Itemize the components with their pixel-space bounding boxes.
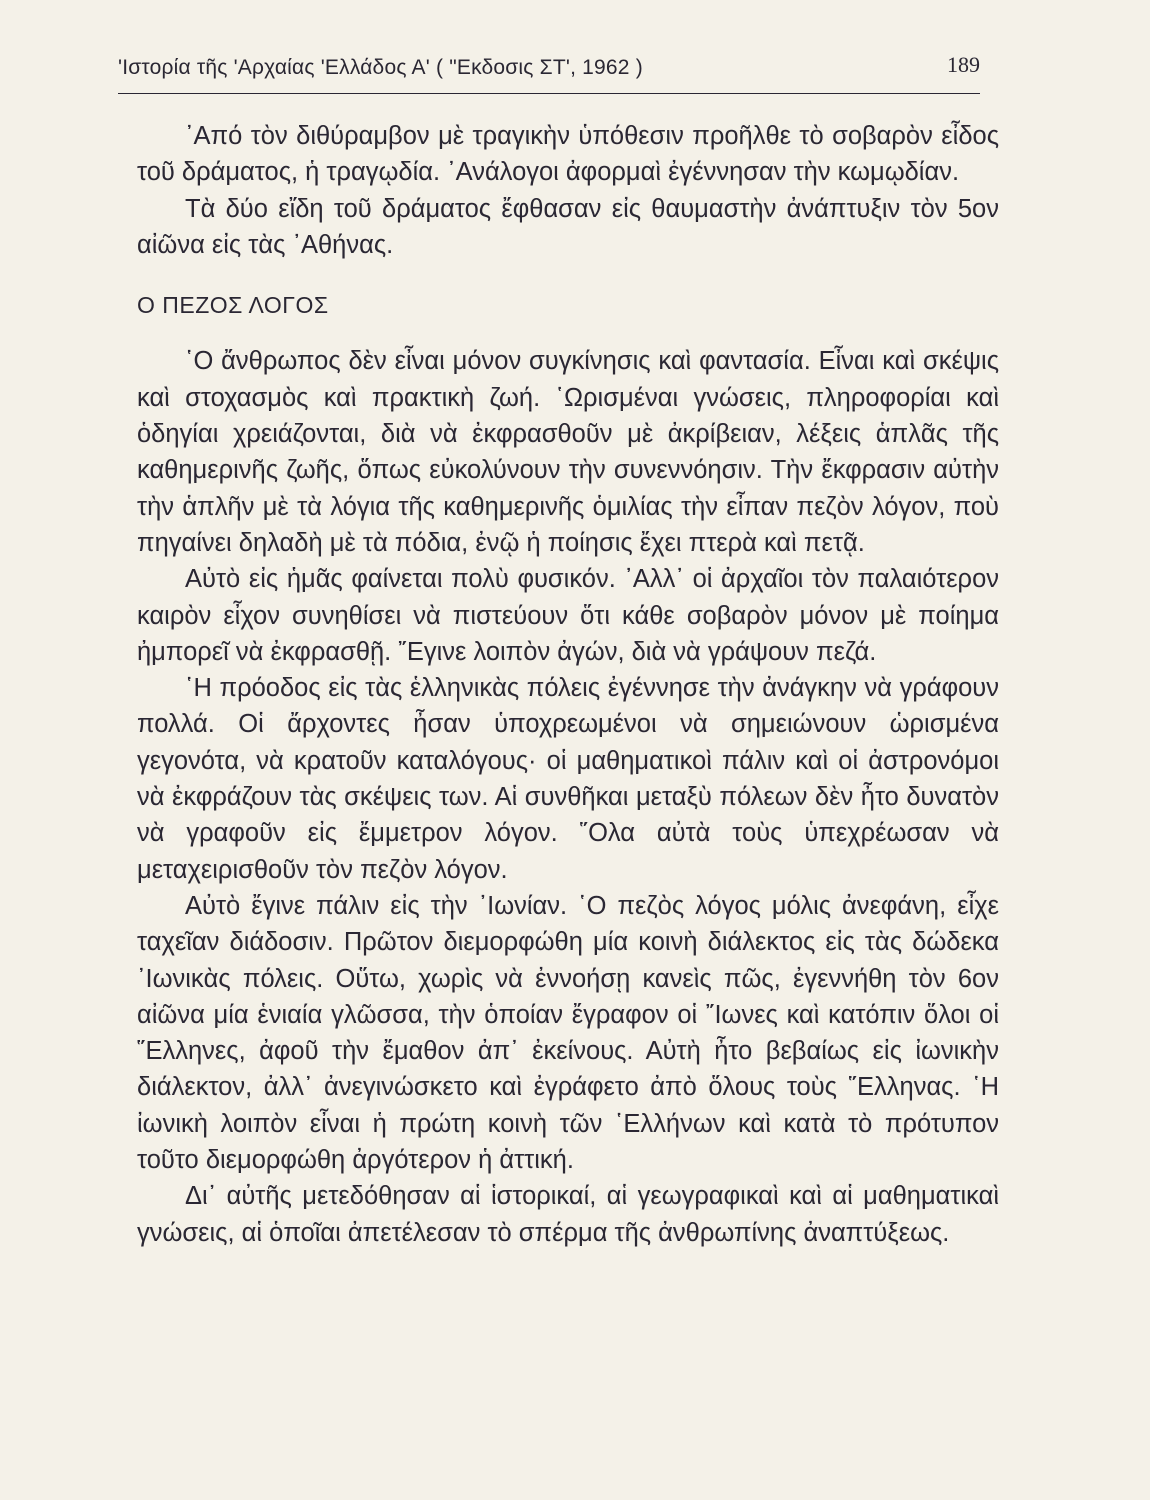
running-header [118, 52, 988, 92]
paragraph-1: ᾿Από τὸν διθύραμβον μὲ τραγικὴν ὑπόθεσιν προῆλθε τὸ σοβαρὸν εἶδος τοῦ δράματος, ἡ τραγῳδία. ᾿Ανάλογοι ἀφορμαὶ ἐγέννησαν τὴν κωμῳδίαν. [137, 122, 999, 187]
header-title: 'Ιστορία τῆς 'Αρχαίας 'Ελλάδος Α' ( "Εκδοσις ΣΤ', 1962 ) [118, 56, 643, 79]
header-rule [118, 93, 980, 94]
paragraph-3: ῾Ο ἄνθρωπος δὲν εἶναι μόνον συγκίνησις καὶ φαντασία. Εἶναι καὶ σκέψις καὶ στοχασμὸς καὶ πρακτικὴ ζωή. ῾Ωρισμέναι γνώσεις, πληροφορίαι καὶ ὁδηγίαι χρειάζονται, διὰ νὰ ἐκφρασθοῦν μὲ ἀκρίβειαν, λέξεις ἁπλᾶς τῆς καθημερινῆς ζωῆς, ὅπως εὐκολύνουν τὴν συνεννόησιν. Τὴν ἔκφρασιν αὐτὴν τὴν ἁπλῆν μὲ τὰ λόγια τῆς καθημερινῆς ὁμιλίας τὴν εἶπαν πεζὸν λόγον, ποὺ πηγαίνει δηλαδὴ μὲ τὰ πόδια, ἐνῷ ἡ ποίησις ἔχει πτερὰ καὶ πετᾷ. [137, 347, 999, 557]
paragraph-5: ῾Η πρόοδος εἰς τὰς ἑλληνικὰς πόλεις ἐγέννησε τὴν ἀνάγκην νὰ γράφουν πολλά. Οἱ ἄρχοντες ἦσαν ὑποχρεωμένοι νὰ σημειώνουν ὡρισμένα γεγονότα, νὰ κρατοῦν καταλόγους· οἱ μαθηματικοὶ πάλιν καὶ οἱ ἀστρονόμοι νὰ ἐκφράζουν τὰς σκέψεις των. Αἱ συνθῆκαι μεταξὺ πόλεων δὲν ἦτο δυνατὸν νὰ γραφοῦν εἰς ἔμμετρον λόγον. ῞Ολα αὐτὰ τοὺς ὑπεχρέωσαν νὰ μεταχειρισθοῦν τὸν πεζὸν λόγον. [137, 674, 999, 884]
main-text [137, 118, 999, 1251]
paragraph-7: Δι᾿ αὐτῆς μετεδόθησαν αἱ ἱστορικαί, αἱ γεωγραφικαὶ καὶ αἱ μαθηματικαὶ γνώσεις, αἱ ὁποῖαι ἀπετέλεσαν τὸ σπέρμα τῆς ἀνθρωπίνης ἀναπτύξεως. [137, 1182, 999, 1247]
paragraph-6: Αὐτὸ ἔγινε πάλιν εἰς τὴν ᾿Ιωνίαν. ῾Ο πεζὸς λόγος μόλις ἀνεφάνη, εἶχε ταχεῖαν διάδοσιν. Πρῶτον διεμορφώθη μία κοινὴ διάλεκτος εἰς τὰς δώδεκα ᾿Ιωνικὰς πόλεις. Οὕτω, χωρὶς νὰ ἐννοήσῃ κανεὶς πῶς, ἐγεννήθη τὸν 6ον αἰῶνα μία ἑνιαία γλῶσσα, τὴν ὁποίαν ἔγραφον οἱ ῎Ιωνες καὶ κατόπιν ὅλοι οἱ ῞Ελληνες, ἀφοῦ τὴν ἔμαθον ἀπ᾿ ἐκείνους. Αὐτὴ ἦτο βεβαίως εἰς ἰωνικὴν διάλεκτον, ἀλλ᾿ ἀνεγινώσκετο καὶ ἐγράφετο ἀπὸ ὅλους τοὺς ῞Ελληνας. ῾Η ἰωνικὴ λοιπὸν εἶναι ἡ πρώτη κοινὴ τῶν ῾Ελλήνων καὶ κατὰ τὸ πρότυπον τοῦτο διεμορφώθη ἀργότερον ἡ ἀττική. [137, 891, 999, 1175]
page-number: 189 [947, 52, 980, 77]
section-heading: Ο ΠΕΖΟΣ ΛΟΓΟΣ [137, 292, 329, 319]
paragraph-2: Τὰ δύο εἴδη τοῦ δράματος ἔφθασαν εἰς θαυμαστὴν ἀνάπτυξιν τὸν 5ον αἰῶνα εἰς τὰς ᾿Αθήνας. [137, 194, 999, 259]
paragraph-4: Αὐτὸ εἰς ἡμᾶς φαίνεται πολὺ φυσικόν. ᾿Αλλ᾿ οἱ ἀρχαῖοι τὸν παλαιότερον καιρὸν εἶχον συνηθίσει νὰ πιστεύουν ὅτι κάθε σοβαρὸν μόνον μὲ ποίημα ἠμπορεῖ νὰ ἐκφρασθῇ. ῎Εγινε λοιπὸν ἀγών, διὰ νὰ γράψουν πεζά. [137, 565, 999, 666]
